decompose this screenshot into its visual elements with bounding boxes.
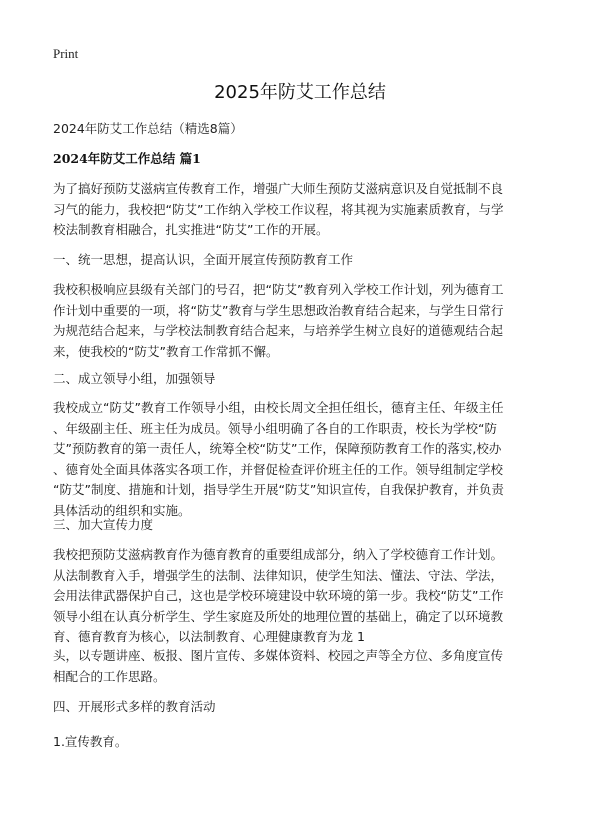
paragraph-line: 我校成立“防艾”教育工作领导小组，由校长周文全担任组长，德育主任、年级主任	[53, 400, 504, 415]
heading-2: 二、成立领导小组，加强领导	[53, 371, 216, 386]
heading-5: 1.宣传教育。	[53, 734, 128, 749]
section-heading: 2024年防艾工作总结 篇1	[53, 151, 201, 166]
paragraph-line: 育、德育教育为核心，以法制教育、心理健康教育为龙 1	[53, 629, 365, 644]
paragraph-line: 艾”预防教育的第一责任人，统筹全校“防艾”工作，保障预防教育工作的落实,校办	[53, 441, 502, 456]
heading-1: 一、统一思想，提高认识，全面开展宣传预防教育工作	[53, 252, 354, 267]
paragraph-line: 、年级副主任、班主任为成员。领导小组明确了各自的工作职责，校长为学校“防	[53, 420, 497, 436]
print-link[interactable]: Print	[53, 46, 79, 61]
heading-4: 四、开展形式多样的教育活动	[53, 699, 216, 714]
paragraph-line: 、德育处全面具体落实各项工作，并督促检查评价班主任的工作。领导组制定学校	[53, 461, 504, 477]
paragraph-line: 会用法律武器保护自己，这也是学校环境建设中软环境的第一步。我校“防艾”工作	[53, 588, 504, 603]
paragraph-line: 为规范结合起来，与学校法制教育结合起来，与培养学生树立良好的道德观结合起	[53, 323, 504, 338]
paragraph-line: 作计划中重要的一项，将“防艾”教育与学生思想政治教育结合起来，与学生日常行	[53, 302, 504, 318]
heading-3: 三、加大宣传力度	[53, 517, 154, 532]
paragraph-line: 来，使我校的“防艾”教育工作常抓不懈。	[53, 343, 279, 359]
paragraph-line: 具体活动的组织和实施。	[53, 502, 191, 518]
page-title: 2025年防艾工作总结	[214, 82, 386, 103]
paragraph-line: 校法制教育相融合，扎实推进“防艾”工作的开展。	[53, 222, 329, 237]
intro-paragraph	[53, 179, 553, 241]
paragraph-1	[53, 280, 553, 362]
paragraph-line: 头，以专题讲座、板报、图片宣传、多媒体资料、校园之声等全方位、多角度宣传	[53, 648, 504, 663]
document-subtitle: 2024年防艾工作总结（精选8篇）	[53, 121, 243, 136]
paragraph-line: 习气的能力，我校把“防艾”工作纳入学校工作议程，将其视为实施素质教育，与学	[53, 201, 504, 217]
paragraph-line: 我校积极响应县级有关部门的号召，把“防艾”教育列入学校工作计划，列为德育工	[53, 282, 504, 297]
paragraph-line: 从法制教育入手，增强学生的法制、法律知识，使学生知法、懂法、守法、学法，	[53, 567, 504, 583]
paragraph-3	[53, 545, 553, 648]
paragraph-4	[53, 646, 553, 687]
paragraph-line: “防艾”制度、措施和计划，指导学生开展“防艾”知识宣传，自我保护教育，并负责	[53, 482, 504, 497]
paragraph-line: 为了搞好预防艾滋病宣传教育工作，增强广大师生预防艾滋病意识及自觉抵制不良	[53, 181, 504, 196]
paragraph-line: 领导小组在认真分析学生、学生家庭及所处的地理位置的基础上，确定了以环境教	[53, 608, 504, 624]
paragraph-line: 相配合的工作思路。	[53, 668, 166, 684]
paragraph-2	[53, 398, 553, 521]
paragraph-line: 我校把预防艾滋病教育作为德育教育的重要组成部分，纳入了学校德育工作计划。	[53, 547, 504, 562]
